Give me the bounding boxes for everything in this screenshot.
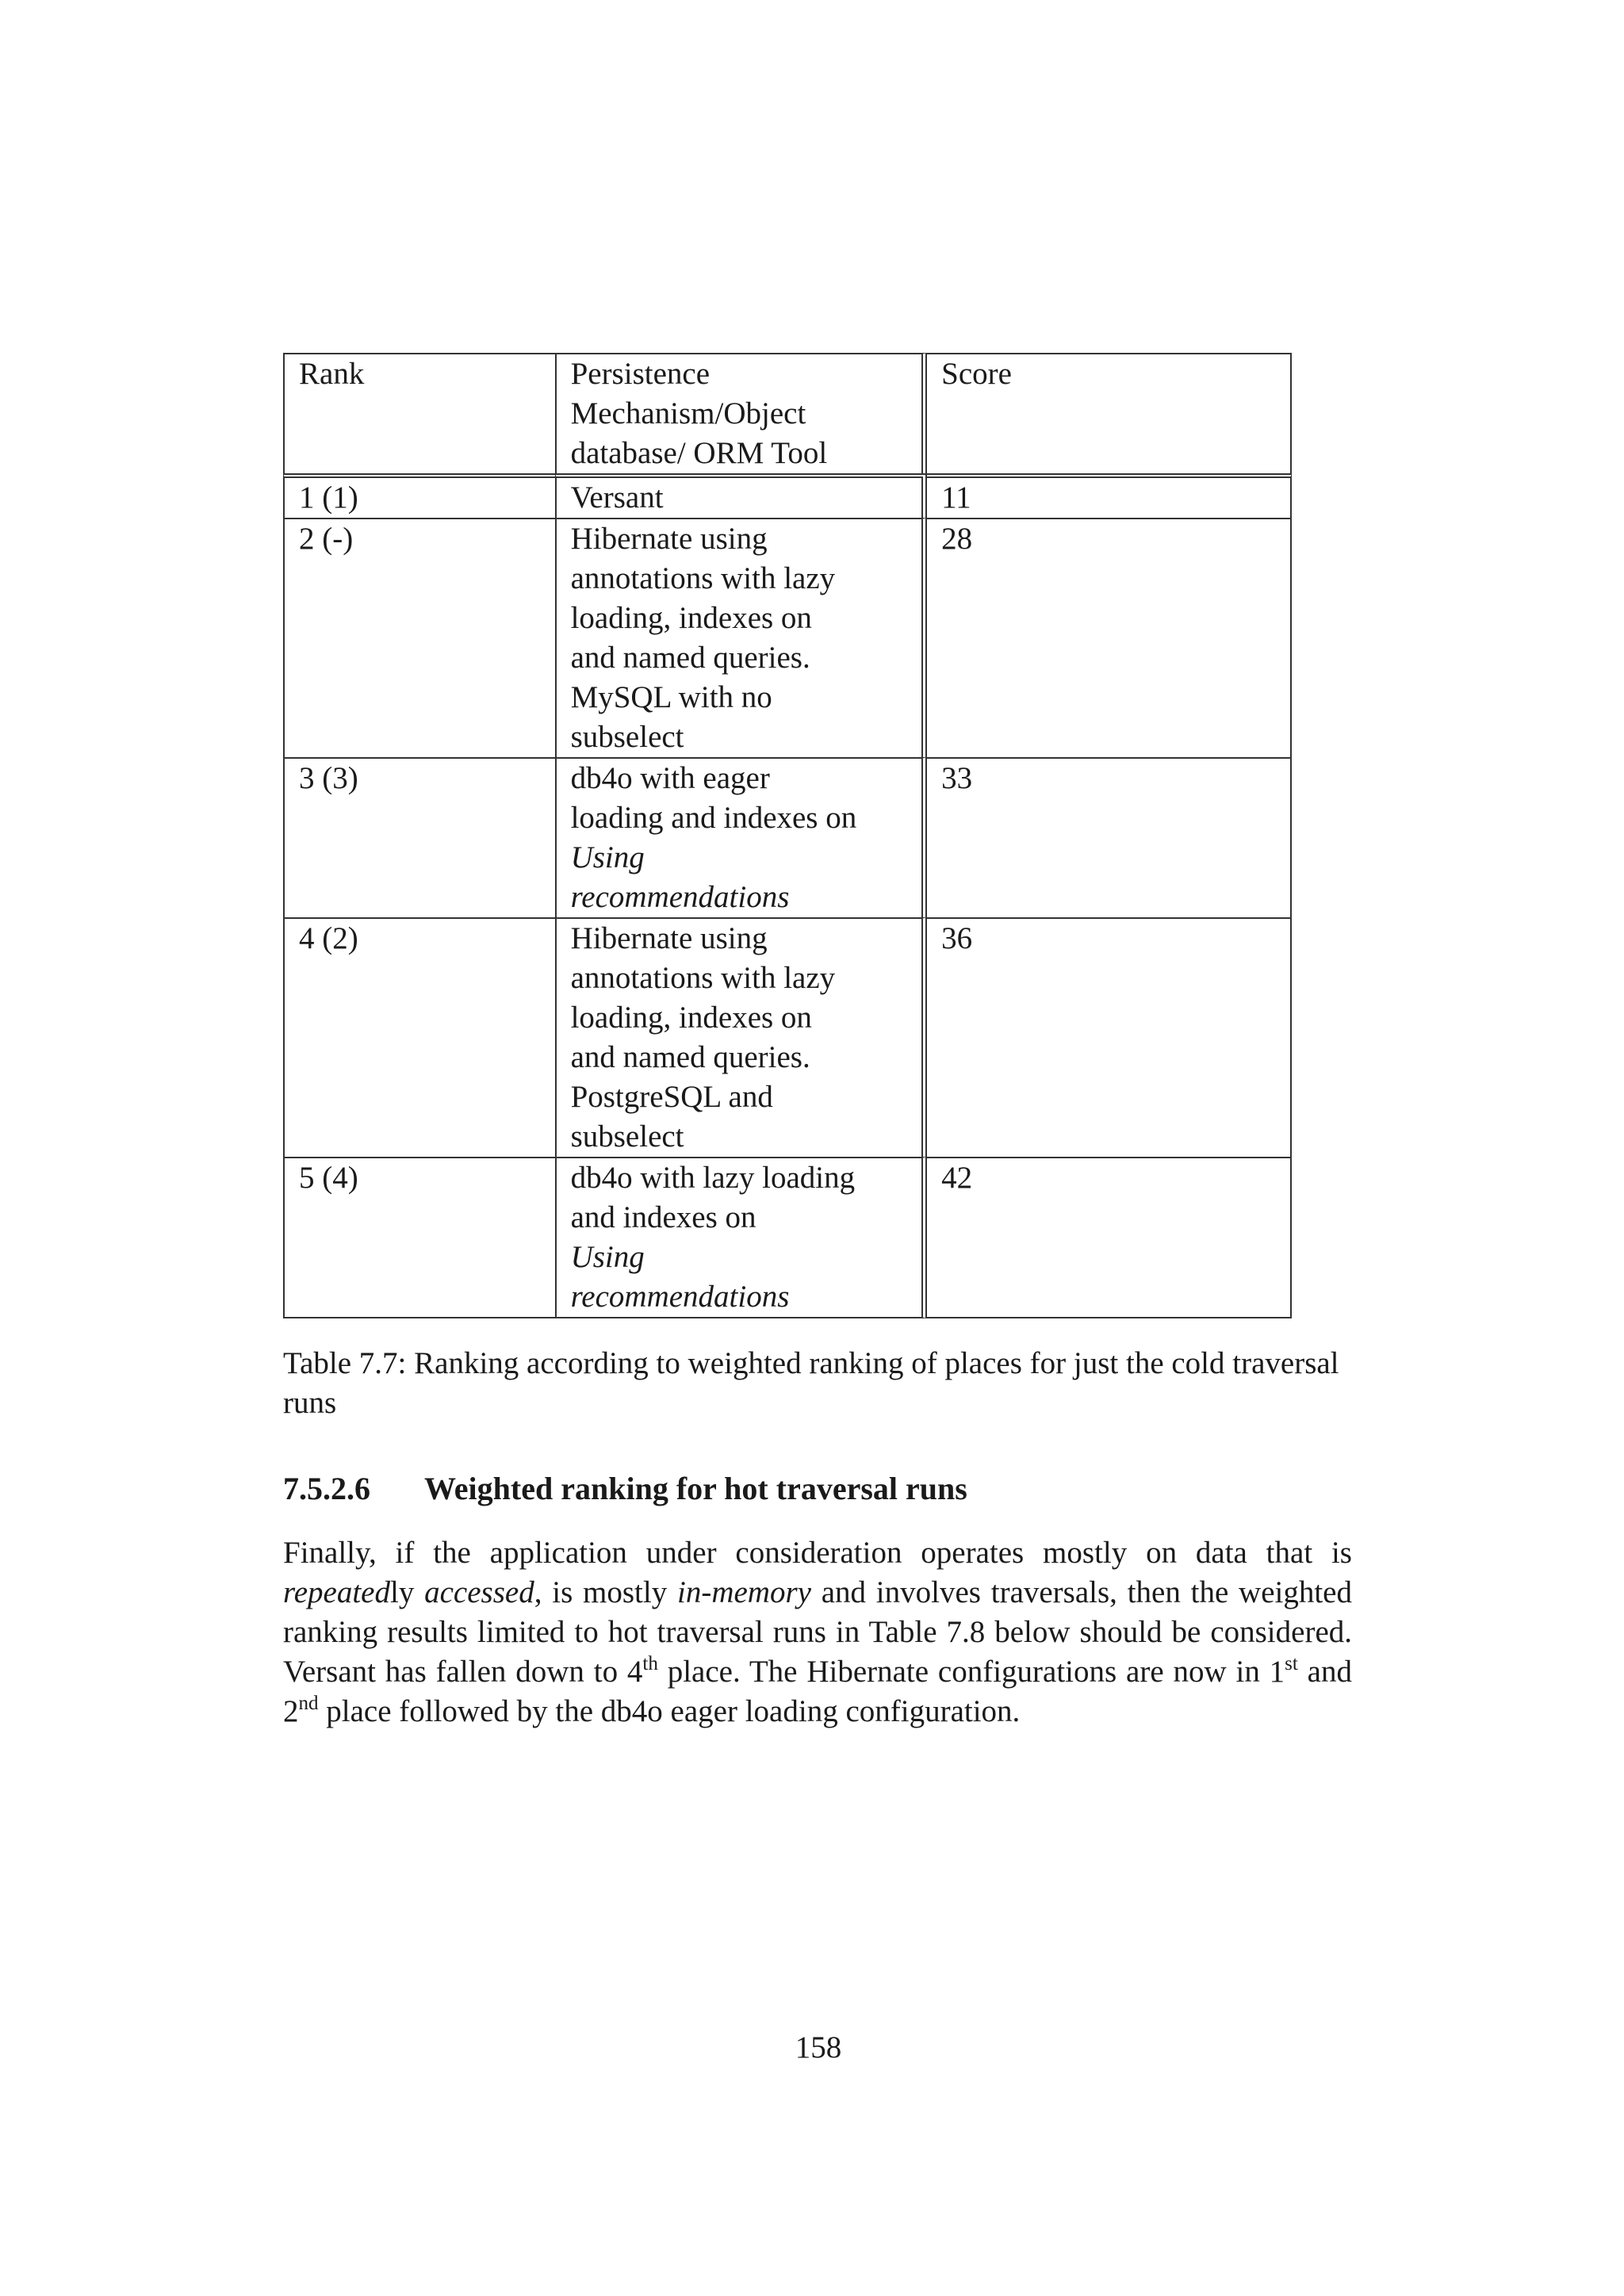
score-cell: 33 (927, 757, 1292, 917)
mechanism-cell: Versant (555, 473, 928, 518)
page-number: 158 (795, 2030, 842, 2064)
table-row (283, 518, 1292, 757)
score-cell: 42 (927, 1157, 1292, 1318)
table-row (283, 757, 1292, 917)
section-number: 7.5.2.6 (283, 1471, 370, 1506)
score-cell: 11 (927, 473, 1292, 518)
section-title: Weighted ranking for hot traversal runs (424, 1471, 967, 1506)
header-rank: Rank (283, 353, 555, 473)
mechanism-cell: db4o with eager loading and indexes on Using recommendations (555, 757, 928, 917)
header-mechanism: Persistence Mechanism/Object database/ ORM Tool (555, 353, 928, 473)
mechanism-cell: Hibernate using annotations with lazy loading, indexes on and named queries. MySQL with no subselect (555, 518, 928, 757)
mechanism-cell: Hibernate using annotations with lazy loading, indexes on and named queries. PostgreSQL and subselect (555, 917, 928, 1157)
body-paragraph: Finally, if the application under consideration operates mostly on data that is repeatedly accessed, is mostly in-memory and involves traversals, then the weighted ranking results limited to hot traversal runs in Table 7.8 below should be considered. Versant has fallen down to 4th place. The Hibernate configurations are now in 1st and 2nd place followed by the db4o eager loading configuration. (283, 1536, 1352, 1728)
score-cell: 28 (927, 518, 1292, 757)
rank-cell: 5 (4) (283, 1157, 555, 1318)
mechanism-cell: db4o with lazy loading and indexes on Using recommendations (555, 1157, 928, 1318)
header-score: Score (927, 353, 1292, 473)
table-row (283, 917, 1292, 1157)
ranking-table (283, 353, 1292, 1318)
rank-cell: 3 (3) (283, 757, 555, 917)
rank-cell: 1 (1) (283, 473, 555, 518)
score-cell: 36 (927, 917, 1292, 1157)
rank-cell: 2 (-) (283, 518, 555, 757)
table-row (283, 1157, 1292, 1318)
table-caption: Table 7.7: Ranking according to weighted ranking of places for just the cold traversal runs (283, 1346, 1339, 1420)
rank-cell: 4 (2) (283, 917, 555, 1157)
section-heading (283, 1469, 1352, 1509)
table-header-row (283, 353, 1292, 473)
table-row (283, 473, 1292, 518)
